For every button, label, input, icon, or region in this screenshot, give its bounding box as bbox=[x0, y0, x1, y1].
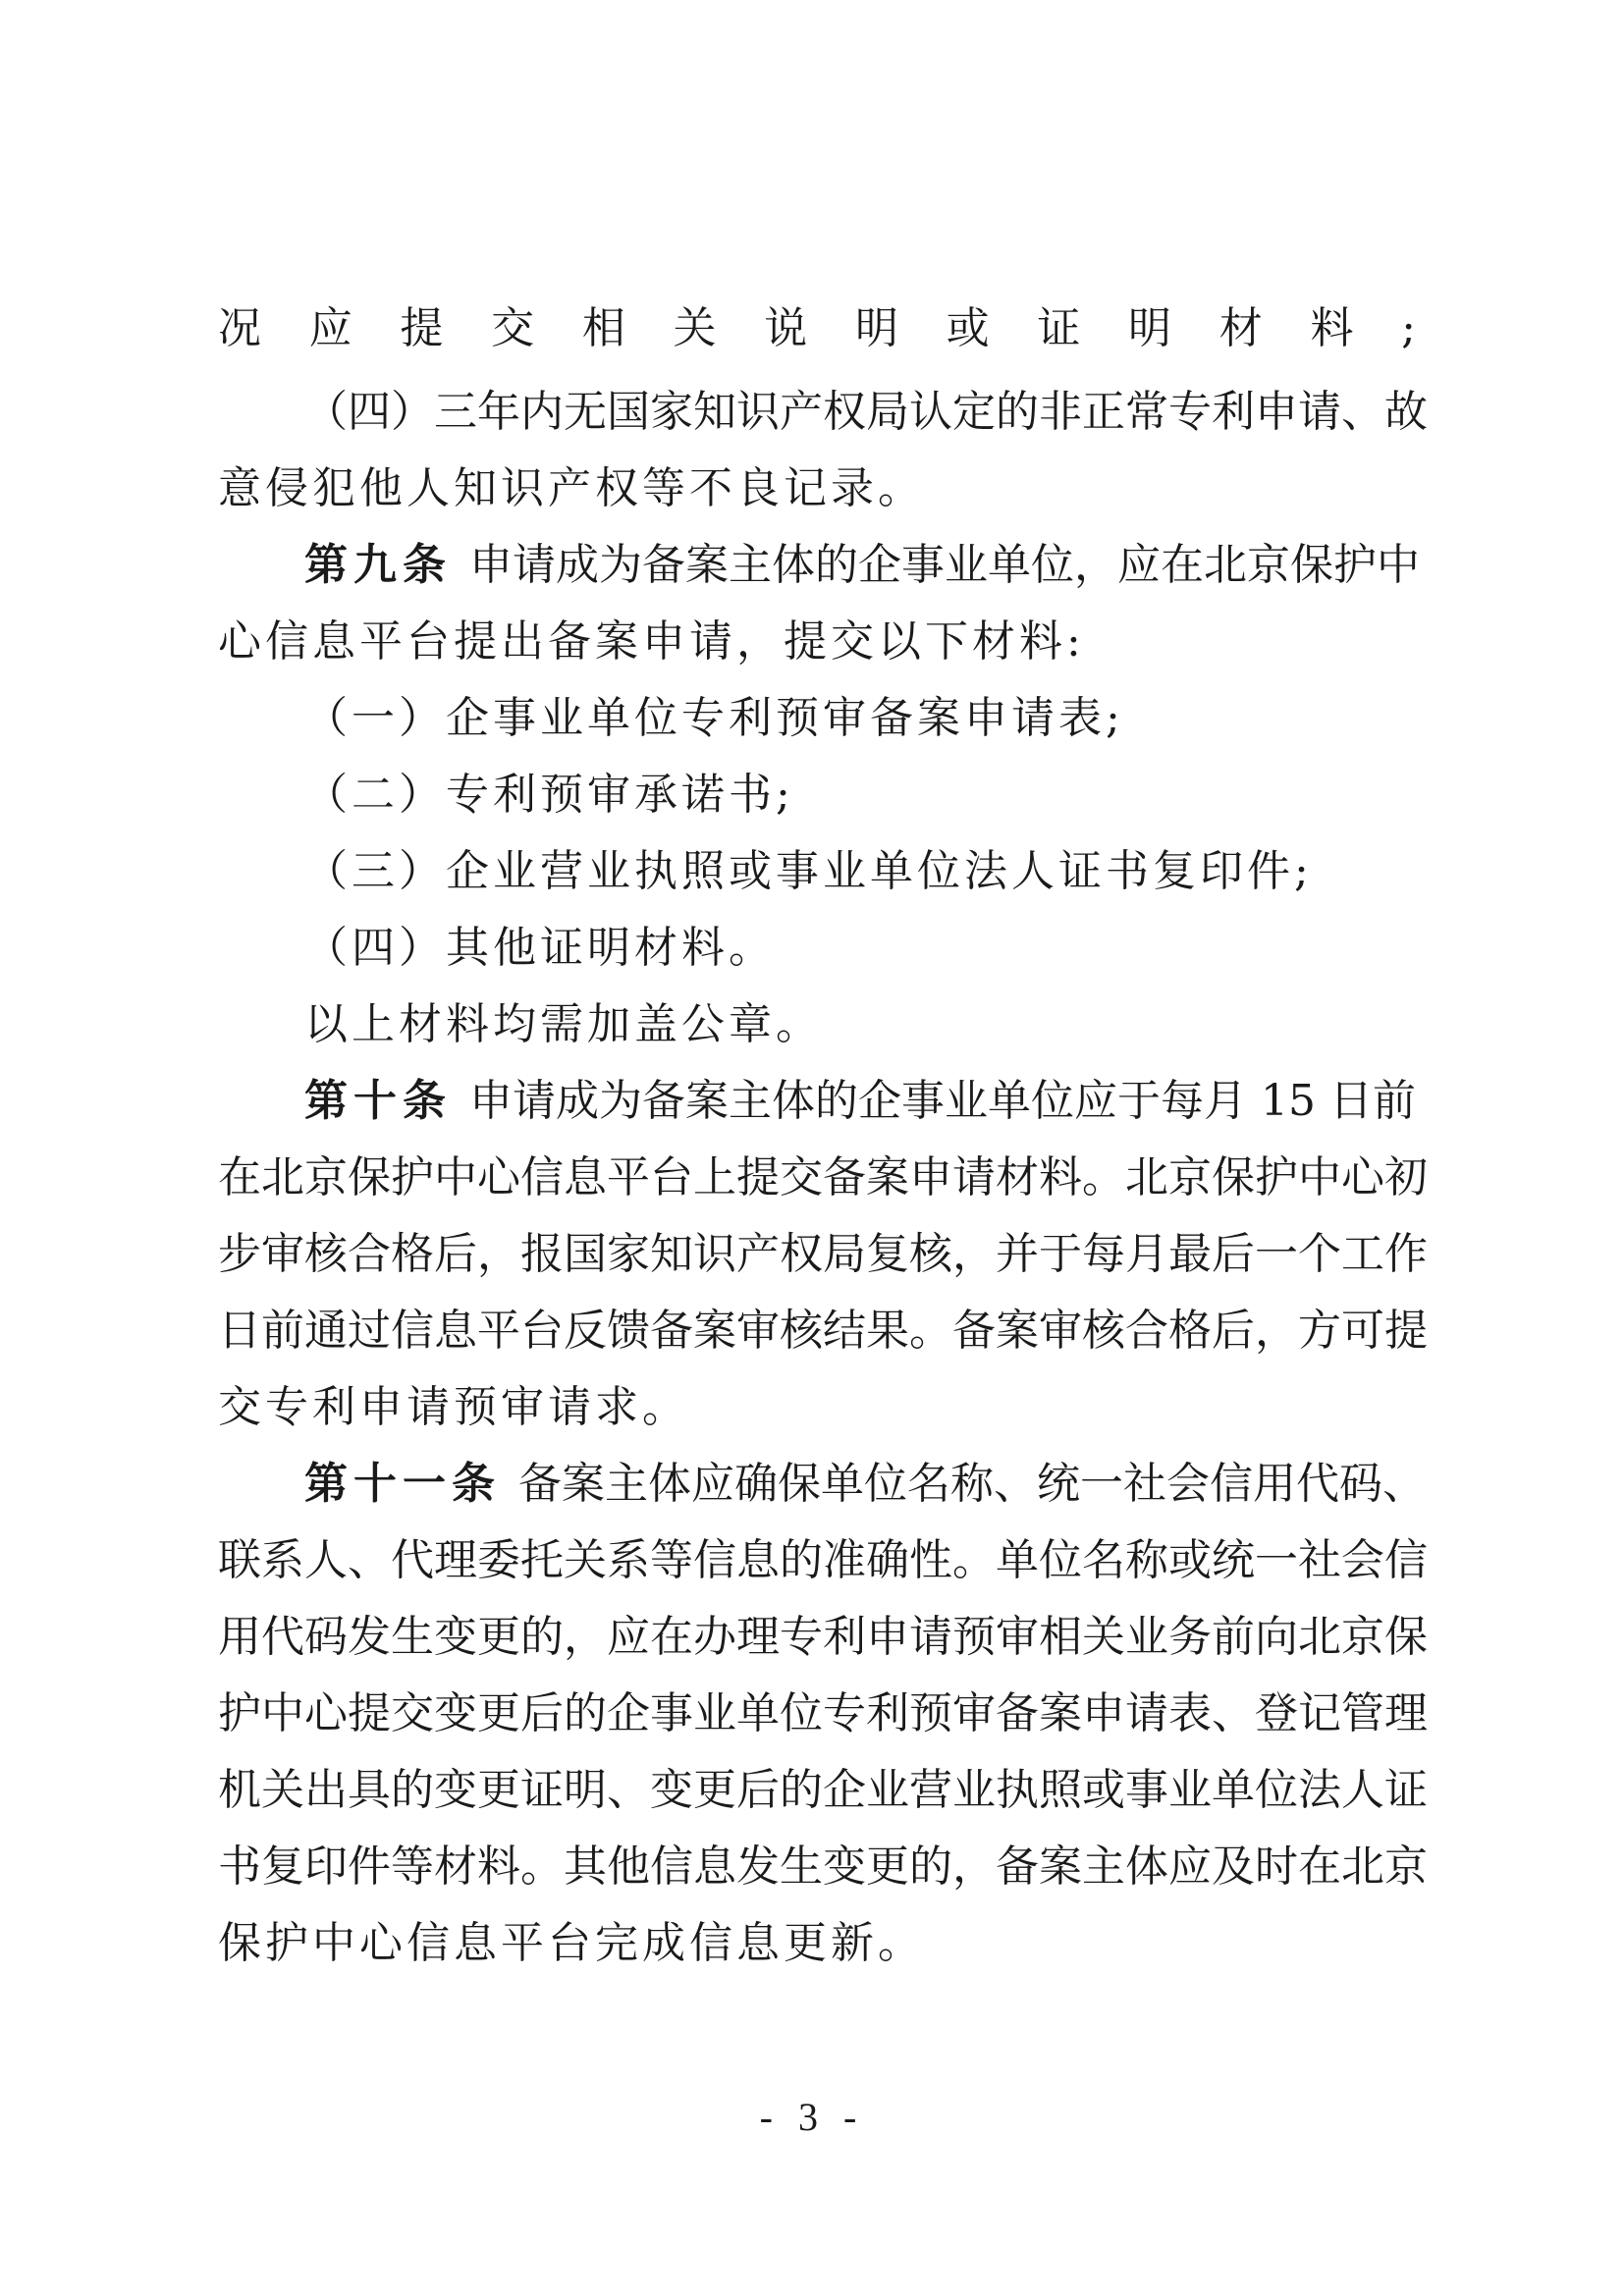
list-item: （四）其他证明材料。 bbox=[304, 923, 776, 973]
body-line: （四）三年内无国家知识产权局认定的非正常专利申请、故 bbox=[304, 387, 1428, 437]
body-line: 护中心提交变更后的企事业单位专利预审备案申请表、登记管理 bbox=[218, 1688, 1428, 1738]
body-line: 日前通过信息平台反馈备案审核结果。备案审核合格后，方可提 bbox=[218, 1306, 1428, 1356]
body-line: 保护中心信息平台完成信息更新。 bbox=[218, 1918, 925, 1968]
list-item: （三）企业营业执照或事业单位法人证书复印件; bbox=[304, 846, 1313, 896]
body-line: 用代码发生变更的，应在办理专利申请预审相关业务前向北京保 bbox=[218, 1612, 1428, 1662]
article-11-line: 第十一条 备案主体应确保单位名称、统一社会信用代码、 bbox=[304, 1459, 1426, 1509]
page-number: - 3 - bbox=[759, 2095, 865, 2139]
list-item: （一）企事业单位专利预审备案申请表; bbox=[304, 693, 1124, 743]
body-line: 联系人、代理委托关系等信息的准确性。单位名称或统一社会信 bbox=[218, 1535, 1428, 1585]
body-line: 意侵犯他人知识产权等不良记录。 bbox=[218, 463, 925, 513]
body-line: 机关出具的变更证明、变更后的企业营业执照或事业单位法人证 bbox=[218, 1765, 1428, 1815]
body-line: 步审核合格后，报国家知识产权局复核，并于每月最后一个工作 bbox=[218, 1229, 1428, 1279]
body-line: 书复印件等材料。其他信息发生变更的，备案主体应及时在北京 bbox=[218, 1842, 1428, 1892]
article-heading: 第十一条 bbox=[304, 1459, 501, 1509]
article-10-line: 第十条 申请成为备案主体的企事业单位应于每月 15 日前 bbox=[304, 1076, 1417, 1126]
body-line: 况应提交相关说明或证明材料; bbox=[218, 303, 1416, 353]
body-line: 心信息平台提出备案申请，提交以下材料: bbox=[218, 616, 1085, 667]
body-line: 以上材料均需加盖公章。 bbox=[304, 999, 823, 1049]
list-item: （二）专利预审承诺书; bbox=[304, 770, 794, 820]
body-line: 交专利申请预审请求。 bbox=[218, 1382, 689, 1432]
body-line: 在北京保护中心信息平台上提交备案申请材料。北京保护中心初 bbox=[218, 1152, 1428, 1202]
article-9-line: 第九条 申请成为备案主体的企事业单位，应在北京保护中 bbox=[304, 540, 1420, 590]
article-heading: 第九条 bbox=[304, 540, 452, 590]
article-heading: 第十条 bbox=[304, 1076, 453, 1126]
